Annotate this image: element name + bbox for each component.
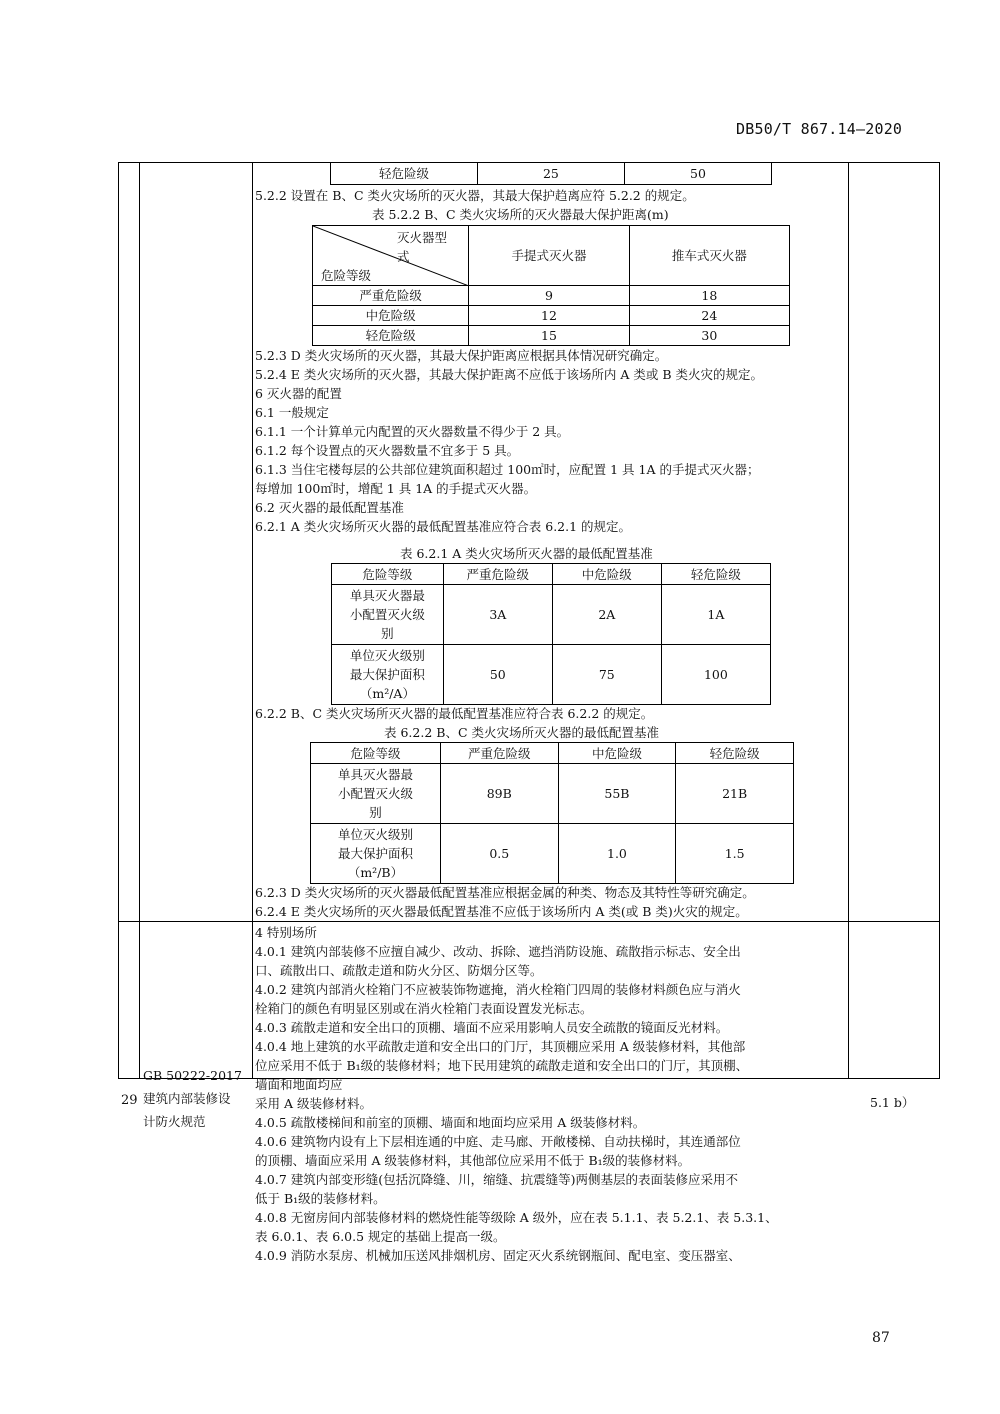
standard-line: 计防火规范: [143, 1114, 206, 1129]
label-line: 小配置灭火级: [349, 607, 425, 622]
value-cell: 3A: [443, 585, 552, 645]
value-cell: 1.0: [558, 824, 676, 884]
column-header: 危险等级: [311, 743, 441, 764]
corner-bottom-label: 危险等级: [321, 268, 372, 283]
body-line: 4.0.5 疏散楼梯间和前室的顶棚、墙面和地面均应采用 A 级装修材料。: [255, 1115, 646, 1130]
row-label-cell: [311, 764, 441, 824]
column-header: 中危险级: [552, 564, 661, 585]
row-label-cell: [311, 824, 441, 884]
value-cell: 30: [629, 326, 789, 346]
clause-reference: 5.1 b）: [870, 1095, 915, 1110]
body-line: 墙面和地面均应: [255, 1077, 343, 1092]
body-line: 每增加 100㎡时，增配 1 具 1A 的手提式灭火器。: [255, 481, 537, 496]
label-line: 最大保护面积: [337, 846, 413, 861]
column-header: 中危险级: [558, 743, 676, 764]
corner-mid-label: 式: [397, 249, 410, 264]
standard-line: GB 50222-2017: [143, 1068, 242, 1083]
label-line: 小配置灭火级: [337, 786, 413, 801]
body-line: 5.2.2 设置在 B、C 类火灾场所的灭火器，其最大保护趋离应符 5.2.2 的规定。: [255, 188, 695, 203]
row-label-cell: [332, 645, 444, 705]
body-line: 6.2.2 B、C 类火灾场所灭火器的最低配置基准应符合表 6.2.2 的规定。: [255, 706, 654, 721]
body-line: 6.1.3 当住宅楼每层的公共部位建筑面积超过 100㎡时，应配置 1 具 1A 的手提式灭火器；: [255, 462, 760, 477]
page-number: 87: [872, 1330, 890, 1346]
column-header: 严重危险级: [443, 564, 552, 585]
label-line: （m²/B）: [347, 865, 404, 880]
body-line: 6.1 一般规定: [255, 405, 329, 420]
value-cell: 55B: [558, 764, 676, 824]
document-code: DB50/T 867.14—2020: [736, 120, 903, 138]
level-cell: 严重危险级: [313, 286, 469, 306]
column-header: 轻危险级: [661, 564, 770, 585]
body-line: 4.0.2 建筑内部消火栓箱门不应被装饰物遮掩，消火栓箱门四周的装修材料颜色应与消火: [255, 982, 741, 997]
value-cell: 50: [443, 645, 552, 705]
body-line: 采用 A 级装修材料。: [255, 1096, 372, 1111]
body-block-2: [255, 883, 755, 921]
table-5-2-2-caption: 表 5.2.2 B、C 类火灾场所的灭火器最大保护距离(m): [372, 207, 669, 222]
value-cell: 9: [469, 286, 629, 306]
body-line: 位应采用不低于 B₁级的装修材料；地下民用建筑的疏散走道和安全出口的门厅，其顶棚、: [255, 1058, 749, 1073]
column-header: 轻危险级: [676, 743, 794, 764]
value-cell: 0.5: [440, 824, 558, 884]
column-divider: [252, 162, 253, 1079]
body-line: 6.2.4 E 类火灾场所的灭火器最低配置基准不应低于该场所内 A 类(或 B 类)火灾的规定。: [255, 904, 748, 919]
value-cell: 25: [477, 163, 624, 185]
label-line: 单位灭火级别: [349, 648, 425, 663]
label-line: （m²/A）: [359, 686, 415, 701]
body-line: 低于 B₁级的装修材料。: [255, 1191, 386, 1206]
row-label-cell: [332, 585, 444, 645]
column-divider: [139, 162, 140, 1079]
standard-line: 建筑内部装修设: [143, 1091, 231, 1106]
column-header: 手提式灭火器: [469, 226, 629, 286]
value-cell: 1A: [661, 585, 770, 645]
table-6-2-2: [310, 742, 794, 884]
body-line: 5.2.4 E 类火灾场所的灭火器，其最大保护距离不应低于该场所内 A 类或 B 类火灾的规定。: [255, 367, 763, 382]
column-header: 推车式灭火器: [629, 226, 789, 286]
value-cell: 1.5: [676, 824, 794, 884]
table-6-2-1-caption: 表 6.2.1 A 类火灾场所灭火器的最低配置基准: [400, 546, 653, 561]
body-line: 4.0.9 消防水泵房、机械加压送风排烟机房、固定灭火系统钢瓶间、配电室、变压器室、: [255, 1248, 741, 1263]
body-line: 表 6.0.1、表 6.0.5 规定的基础上提高一级。: [255, 1229, 506, 1244]
body-block-1: [255, 346, 763, 536]
diagonal-header-cell: [313, 226, 469, 286]
corner-top-label: 灭火器型: [397, 230, 448, 245]
level-cell: 中危险级: [313, 306, 469, 326]
table-5-2-2: [312, 225, 790, 346]
value-cell: 24: [629, 306, 789, 326]
column-divider: [848, 162, 849, 1079]
value-cell: 15: [469, 326, 629, 346]
value-cell: 100: [661, 645, 770, 705]
row-29-content: [255, 923, 778, 1265]
value-cell: 2A: [552, 585, 661, 645]
body-line: 4.0.4 地上建筑的水平疏散走道和安全出口的门厅，其顶棚应采用 A 级装修材料，其他部: [255, 1039, 746, 1054]
top-table-fragment: [330, 162, 772, 185]
body-line: 6 灭火器的配置: [255, 386, 342, 401]
body-line: 4.0.3 疏散走道和安全出口的顶棚、墙面不应采用影响人员安全疏散的镜面反光材料。: [255, 1020, 729, 1035]
body-line: 4.0.1 建筑内部装修不应擅自减少、改动、拆除、遮挡消防设施、疏散指示标志、安全出: [255, 944, 741, 959]
table-6-2-1: [331, 563, 771, 705]
body-line: 6.2.1 A 类火灾场所灭火器的最低配置基准应符合表 6.2.1 的规定。: [255, 519, 632, 534]
column-header: 危险等级: [332, 564, 444, 585]
value-cell: 89B: [440, 764, 558, 824]
label-line: 单位灭火级别: [337, 827, 413, 842]
value-cell: 18: [629, 286, 789, 306]
label-line: 单具灭火器最: [349, 588, 425, 603]
label-line: 别: [369, 805, 382, 820]
body-line: 5.2.3 D 类火灾场所的灭火器，其最大保护距离应根据具体情况研究确定。: [255, 348, 668, 363]
body-line: 栓箱门的颜色有明显区别或在消火栓箱门表面设置发光标志。: [255, 1001, 593, 1016]
body-line: 6.1.2 每个设置点的灭火器数量不宜多于 5 具。: [255, 443, 520, 458]
section-6-2-2: [255, 704, 653, 723]
level-cell: 轻危险级: [313, 326, 469, 346]
value-cell: 12: [469, 306, 629, 326]
body-line: 6.2 灭火器的最低配置基准: [255, 500, 404, 515]
body-line: 6.1.1 一个计算单元内配置的灭火器数量不得少于 2 具。: [255, 424, 570, 439]
body-line: 6.2.3 D 类火灾场所的灭火器最低配置基准应根据金属的种类、物态及其特性等研究确定。: [255, 885, 755, 900]
column-header: 严重危险级: [440, 743, 558, 764]
label-line: 单具灭火器最: [337, 767, 413, 782]
body-line: 4.0.8 无窗房间内部装修材料的燃烧性能等级除 A 级外，应在表 5.1.1、表 5.2.1、表 5.3.1、: [255, 1210, 778, 1225]
row-number: 29: [121, 1093, 138, 1108]
value-cell: 75: [552, 645, 661, 705]
standard-name: [143, 1064, 253, 1133]
value-cell: 50: [624, 163, 771, 185]
label-line: 最大保护面积: [349, 667, 425, 682]
body-line: 4.0.7 建筑内部变形缝(包括沉降缝、川，缩缝、抗震缝等)两侧基层的表面装修应采用不: [255, 1172, 739, 1187]
body-line: 的顶棚、墙面应采用 A 级装修材料，其他部位应采用不低于 B₁级的装修材料。: [255, 1153, 691, 1168]
body-line: 4.0.6 建筑物内设有上下层相连通的中庭、走马廊、开敞楼梯、自动扶梯时，其连通部位: [255, 1134, 741, 1149]
value-cell: 21B: [676, 764, 794, 824]
body-line: 4 特别场所: [255, 925, 317, 940]
label-line: 别: [381, 626, 394, 641]
level-cell: 轻危险级: [331, 163, 478, 185]
table-6-2-2-caption: 表 6.2.2 B、C 类火灾场所灭火器的最低配置基准: [384, 725, 659, 740]
body-line: 口、疏散出口、疏散走道和防火分区、防烟分区等。: [255, 963, 543, 978]
section-5-2-2: [255, 186, 695, 205]
row-divider: [118, 921, 940, 922]
